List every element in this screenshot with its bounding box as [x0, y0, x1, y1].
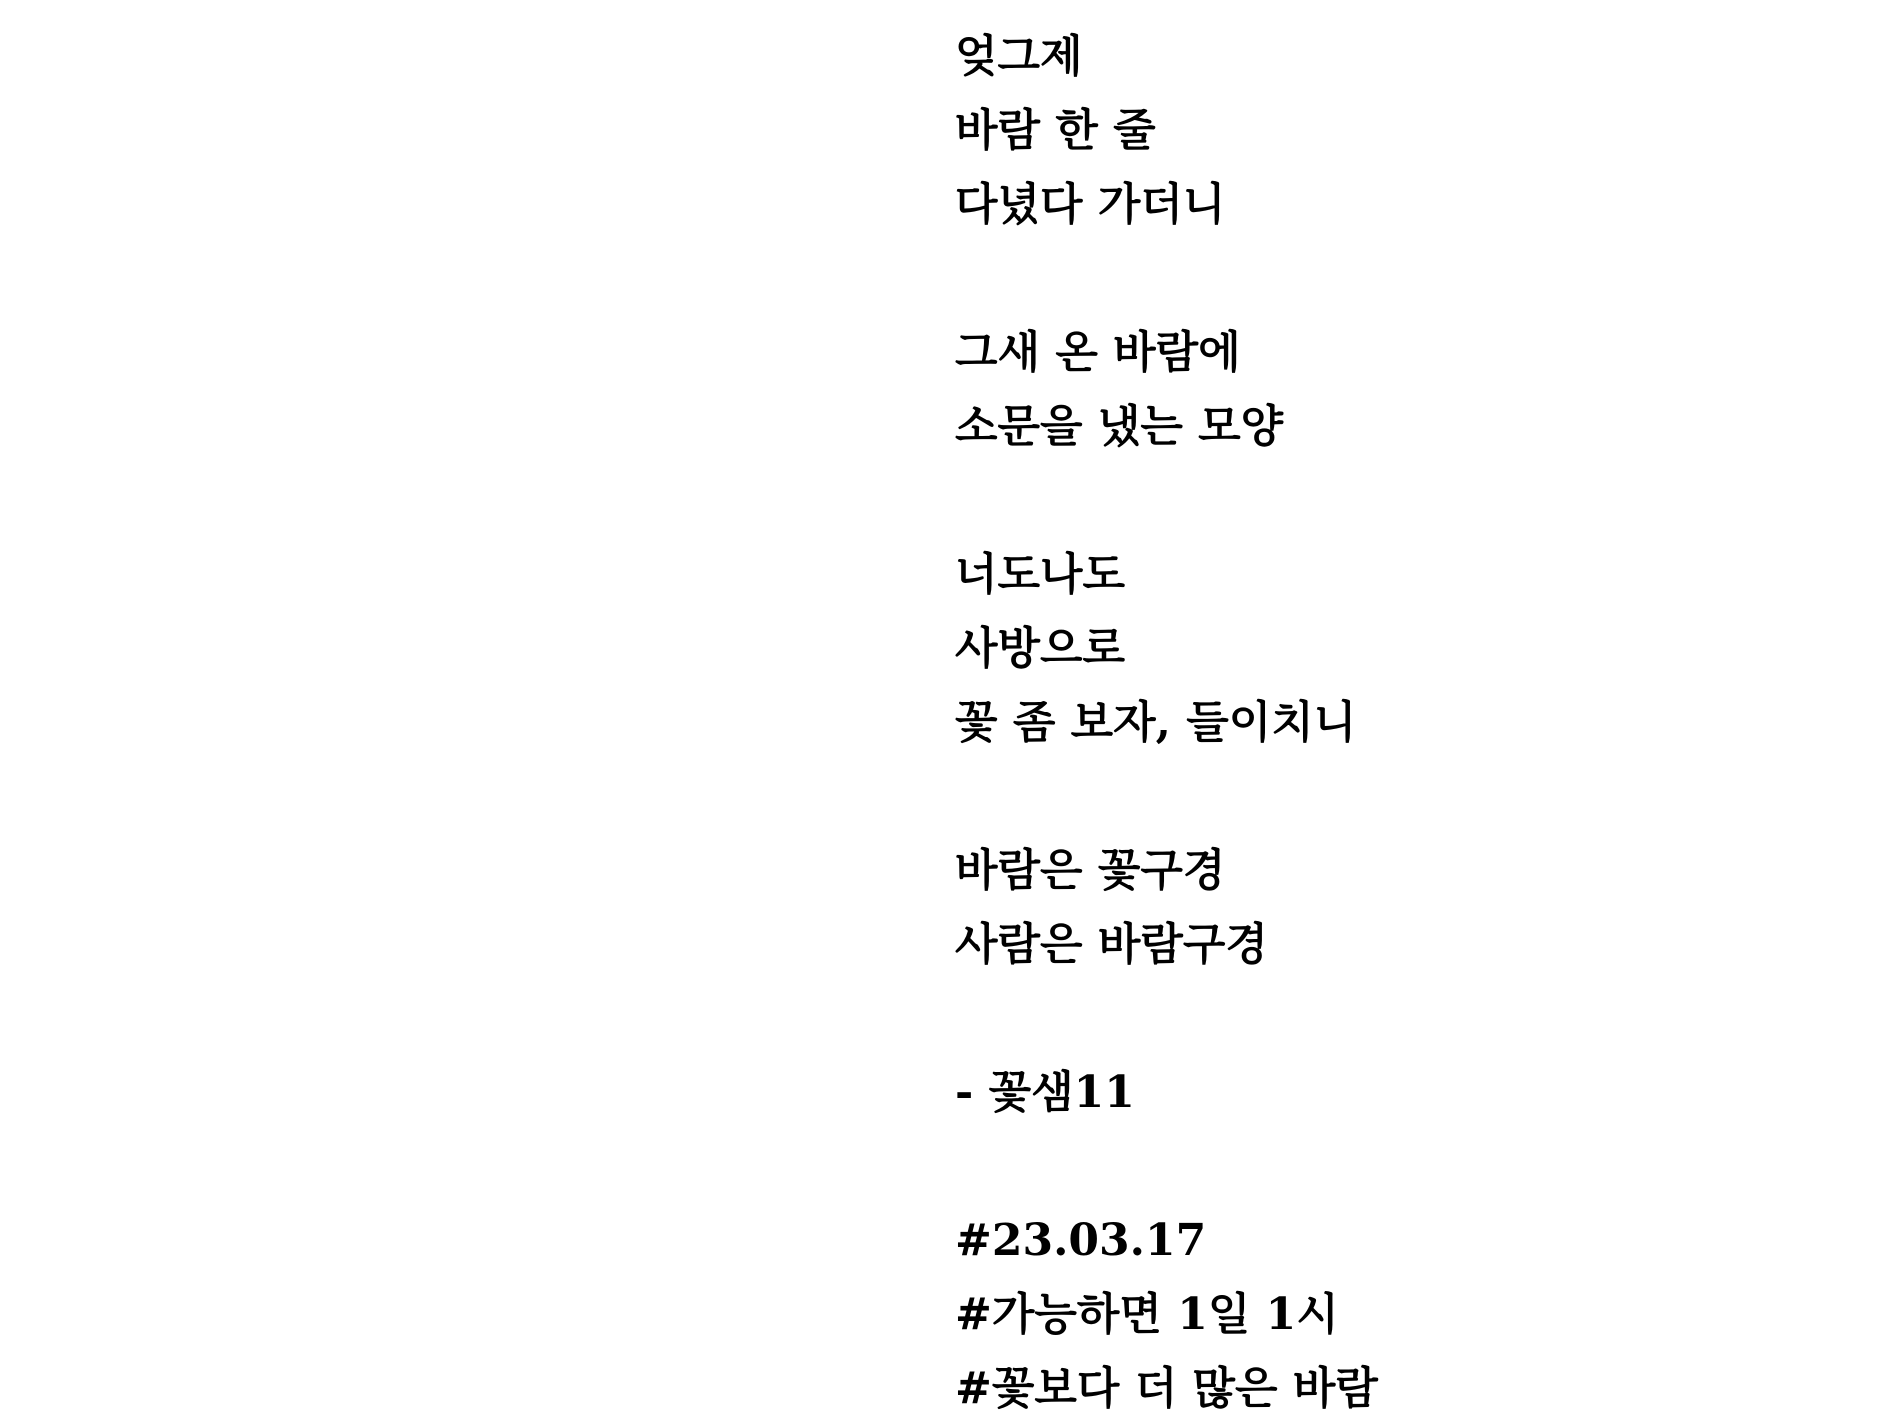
poem-line: 사방으로	[955, 623, 1126, 674]
hashtag: #가능하면 1일 1시	[955, 1289, 1339, 1340]
stanza-break	[955, 760, 1378, 834]
stanza-break	[955, 242, 1378, 316]
poem-line: 바람은 꽃구경	[955, 845, 1226, 896]
poem-line: 그새 온 바람에	[955, 327, 1241, 378]
stanza-break	[955, 982, 1378, 1056]
hashtag: #꽃보다 더 많은 바람	[955, 1363, 1378, 1414]
stanza-break	[955, 1130, 1378, 1204]
poem-line: 사람은 바람구경	[955, 919, 1268, 970]
poem-line: 너도나도	[955, 549, 1126, 600]
stanza-break	[955, 464, 1378, 538]
hashtag: #23.03.17	[955, 1215, 1207, 1266]
poem-signature: - 꽃샘11	[955, 1067, 1135, 1118]
poem-line: 바람 한 줄	[955, 105, 1156, 156]
poem-line: 다녔다 가더니	[955, 179, 1226, 230]
poem-text	[955, 20, 1378, 1426]
poem-line: 꽃 좀 보자, 들이치니	[955, 697, 1357, 748]
poem-line: 엊그제	[955, 31, 1083, 82]
poem-line: 소문을 냈는 모양	[955, 401, 1284, 452]
